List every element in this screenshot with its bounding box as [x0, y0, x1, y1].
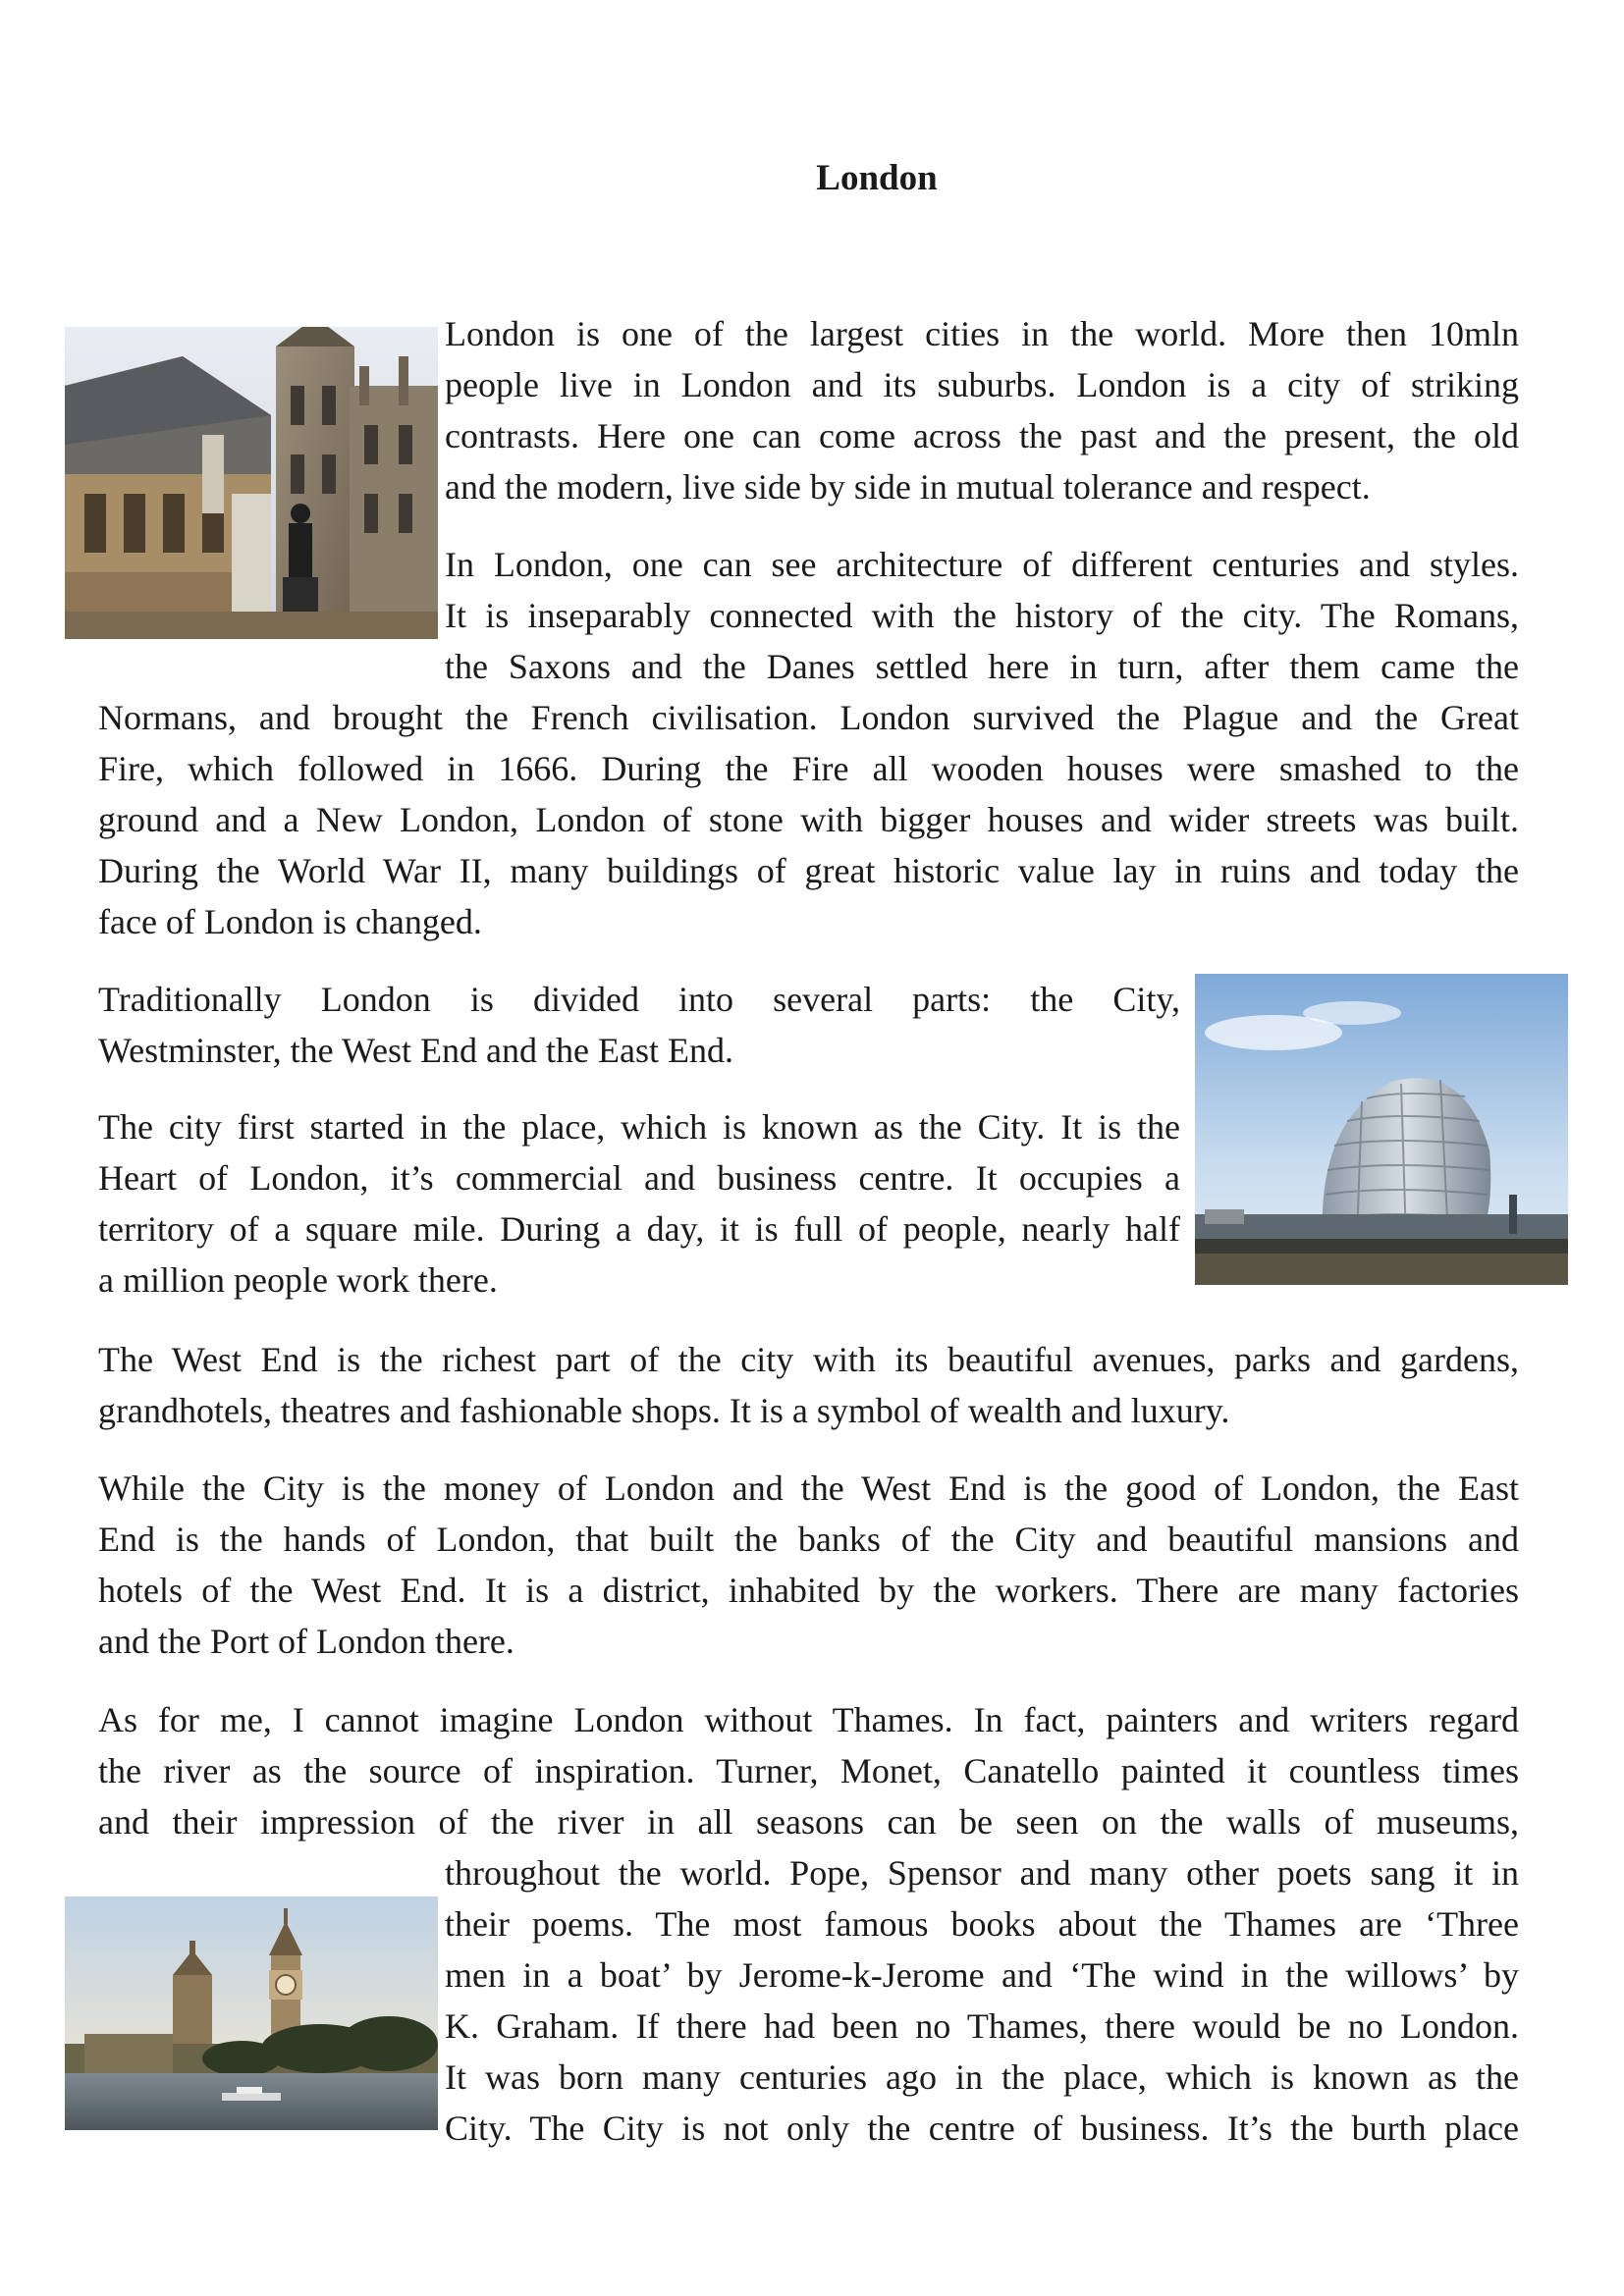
- text-line: Normans, and brought the French civilisation. London survived the Plague and the Great: [98, 698, 1519, 737]
- paragraph-2-continued: [98, 692, 1519, 947]
- text-line: The city first started in the place, which is known as the City. It is the: [98, 1107, 1180, 1147]
- paragraph-3: [98, 974, 1180, 1076]
- text-line: and the modern, live side by side in mutual tolerance and respect.: [445, 467, 1371, 507]
- text-line: Fire, which followed in 1666. During the Fire all wooden houses were smashed to the: [98, 749, 1519, 788]
- big-ben-thames-photo: [65, 1896, 438, 2130]
- paragraph-6: [98, 1463, 1519, 1667]
- text-line: End is the hands of London, that built the banks of the City and beautiful mansions and: [98, 1520, 1519, 1559]
- text-line: Westminster, the West End and the East End.: [98, 1031, 733, 1070]
- paragraph-4: [98, 1101, 1180, 1306]
- text-line: men in a boat’ by Jerome-k-Jerome and ‘The wind in the willows’ by: [445, 1955, 1519, 1995]
- text-line: the river as the source of inspiration. Turner, Monet, Canatello painted it countless times: [98, 1751, 1519, 1790]
- text-line: their poems. The most famous books about the Thames are ‘Three: [445, 1904, 1519, 1944]
- paragraph-1: [445, 308, 1519, 512]
- text-line: K. Graham. If there had been no Thames, there would be no London.: [445, 2006, 1519, 2046]
- document-title: London: [816, 158, 938, 198]
- text-line: Heart of London, it’s commercial and business centre. It occupies a: [98, 1158, 1180, 1198]
- paragraph-7: [98, 1694, 1519, 1847]
- text-line: and their impression of the river in all seasons can be seen on the walls of museums,: [98, 1802, 1519, 1842]
- text-line: grandhotels, theatres and fashionable shops. It is a symbol of wealth and luxury.: [98, 1391, 1230, 1430]
- text-line: Traditionally London is divided into several parts: the City,: [98, 980, 1180, 1019]
- text-line: contrasts. Here one can come across the past and the present, the old: [445, 416, 1519, 455]
- text-line: ground and a New London, London of stone with bigger houses and wider streets was built.: [98, 800, 1519, 839]
- text-line: While the City is the money of London and the West End is the good of London, the East: [98, 1468, 1519, 1508]
- paragraph-5: [98, 1334, 1519, 1436]
- text-line: face of London is changed.: [98, 902, 482, 941]
- text-line: a million people work there.: [98, 1260, 498, 1300]
- text-line: throughout the world. Pope, Spensor and many other poets sang it in: [445, 1853, 1519, 1893]
- text-line: London is one of the largest cities in the world. More then 10mln: [445, 314, 1519, 353]
- text-line: In London, one can see architecture of different centuries and styles.: [445, 545, 1519, 584]
- text-line: people live in London and its suburbs. London is a city of striking: [445, 365, 1519, 404]
- text-line: It was born many centuries ago in the place, which is known as the: [445, 2057, 1519, 2097]
- text-line: During the World War II, many buildings of great historic value lay in ruins and today the: [98, 851, 1519, 890]
- text-line: territory of a square mile. During a day, it is full of people, nearly half: [98, 1209, 1180, 1249]
- text-line: and the Port of London there.: [98, 1622, 514, 1661]
- text-line: It is inseparably connected with the history of the city. The Romans,: [445, 596, 1519, 635]
- paragraph-2: [445, 539, 1519, 692]
- text-line: the Saxons and the Danes settled here in turn, after them came the: [445, 647, 1519, 686]
- paragraph-7-continued: [445, 1847, 1519, 2154]
- text-line: As for me, I cannot imagine London without Thames. In fact, painters and writers regard: [98, 1700, 1519, 1739]
- text-line: City. The City is not only the centre of business. It’s the burth place: [445, 2109, 1519, 2148]
- westminster-gothic-photo: [65, 327, 438, 639]
- city-hall-photo: [1195, 974, 1568, 1285]
- text-line: The West End is the richest part of the city with its beautiful avenues, parks and gardens,: [98, 1340, 1519, 1379]
- text-line: hotels of the West End. It is a district, inhabited by the workers. There are many factories: [98, 1571, 1519, 1610]
